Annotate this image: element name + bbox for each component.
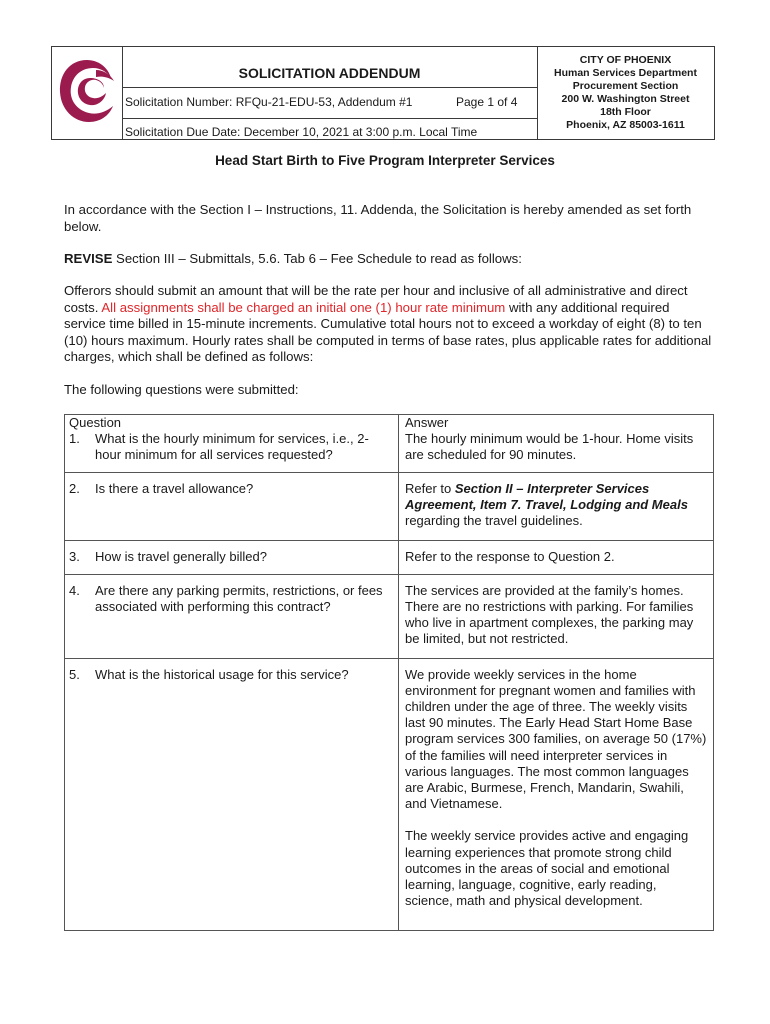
addendum-header [51, 46, 715, 140]
table-row [65, 574, 714, 658]
answer-cell [399, 472, 714, 540]
answer-cell [399, 574, 714, 658]
section: Procurement Section [572, 80, 679, 92]
answer-paragraph-2: The weekly service provides active and engaging learning experiences that promote strong child outcomes in the areas of social and emotional learning, language, cognitive, early reading, science, math and physical development. [405, 828, 689, 909]
revise-text: Section III – Submittals, 5.6. Tab 6 – Fee Schedule to read as follows: [112, 251, 522, 266]
question-cell [65, 472, 399, 540]
city-name: CITY OF PHOENIX [579, 54, 672, 66]
city-state-zip: Phoenix, AZ 85003-1611 [566, 119, 685, 131]
table-row [65, 415, 714, 473]
offerors-paragraph [64, 283, 714, 366]
answer-header: Answer [405, 415, 449, 430]
answer-text: Refer to the response to Question 2. [405, 548, 615, 564]
question-text: What is the historical usage for this service? [95, 666, 349, 682]
solicitation-number-row [122, 87, 537, 119]
question-text: How is travel generally billed? [95, 548, 267, 564]
revise-paragraph [64, 251, 714, 268]
offerors-highlight: All assignments shall be charged an initial one (1) hour rate minimum [101, 299, 506, 315]
question-number: 4. [69, 582, 80, 598]
question-number: 1. [69, 431, 80, 447]
question-cell [65, 415, 399, 473]
department: Human Services Department [554, 67, 697, 79]
phoenix-bird-logo-icon [56, 56, 118, 128]
question-cell [65, 540, 399, 574]
title-cell [122, 47, 538, 139]
document-title: SOLICITATION ADDENDUM [238, 65, 421, 81]
answer-cell [399, 540, 714, 574]
offerors-text-1: Offerors should submit an amount that will be the rate per hour and inclusive of all administrative and direct costs. [64, 283, 688, 315]
question-number: 3. [69, 548, 80, 564]
solicitation-number: Solicitation Number: RFQu-21-EDU-53, Addendum #1 [125, 95, 413, 109]
table-row [65, 472, 714, 540]
question-text: What is the hourly minimum for services, i.e., 2-hour minimum for all services requested? [95, 431, 369, 463]
answer-cell [399, 658, 714, 930]
offerors-text-2: with any additional required service time billed in 15-minute increments. Cumulative total hours not to exceed a workday of eight (8) to ten (10) hours maximum. Hourly rates shall be computed in terms of base rates, plus applicable rates for additional charges, which shall be defined as follows: [64, 299, 712, 364]
revise-keyword: REVISE [64, 251, 113, 266]
questions-intro: The following questions were submitted: [64, 382, 299, 397]
answer-cell [399, 415, 714, 473]
city-address [537, 47, 714, 139]
street: 200 W. Washington Street [561, 93, 690, 105]
page-number: Page 1 of 4 [456, 95, 518, 109]
answer-reference: Section II – Interpreter Services Agreement, Item 7. Travel, Lodging and Meals [405, 480, 688, 512]
answer-text-pre: Refer to [405, 480, 455, 496]
question-text: Are there any parking permits, restrictions, or fees associated with performing this contract? [95, 582, 383, 614]
table-row [65, 540, 714, 574]
question-cell [65, 658, 399, 930]
question-cell [65, 574, 399, 658]
question-text: Is there a travel allowance? [95, 480, 254, 496]
questions-table [64, 414, 714, 931]
question-number: 5. [69, 666, 80, 682]
floor: 18th Floor [600, 106, 651, 118]
answer-text: The services are provided at the family’s homes. There are no restrictions with parking. For families who live in apartment complexes, the parking may be limited, but not restricted. [405, 582, 694, 647]
answer-text: The hourly minimum would be 1-hour. Home visits are scheduled for 90 minutes. [405, 431, 694, 463]
logo-cell [52, 47, 123, 139]
intro-paragraph: In accordance with the Section I – Instructions, 11. Addenda, the Solicitation is hereby amended as set forth below. [64, 202, 692, 234]
table-row [65, 658, 714, 930]
answer-paragraph-1: We provide weekly services in the home environment for pregnant women and families with children under the age of three. The weekly visits last 90 minutes. The Early Head Start Home Base program services 300 families, on average 50 (17%) of the families will need interpreter services in various languages. The most common languages are Arabic, Burmese, French, Mandarin, Swahili, and Vietnamese. [405, 666, 707, 812]
question-header: Question [69, 415, 122, 430]
answer-text-post: regarding the travel guidelines. [405, 513, 583, 529]
question-number: 2. [69, 480, 80, 496]
due-date: Solicitation Due Date: December 10, 2021 at 3:00 p.m. Local Time [125, 125, 478, 139]
title-row [122, 47, 537, 88]
subject-title: Head Start Birth to Five Program Interpreter Services [215, 153, 555, 168]
